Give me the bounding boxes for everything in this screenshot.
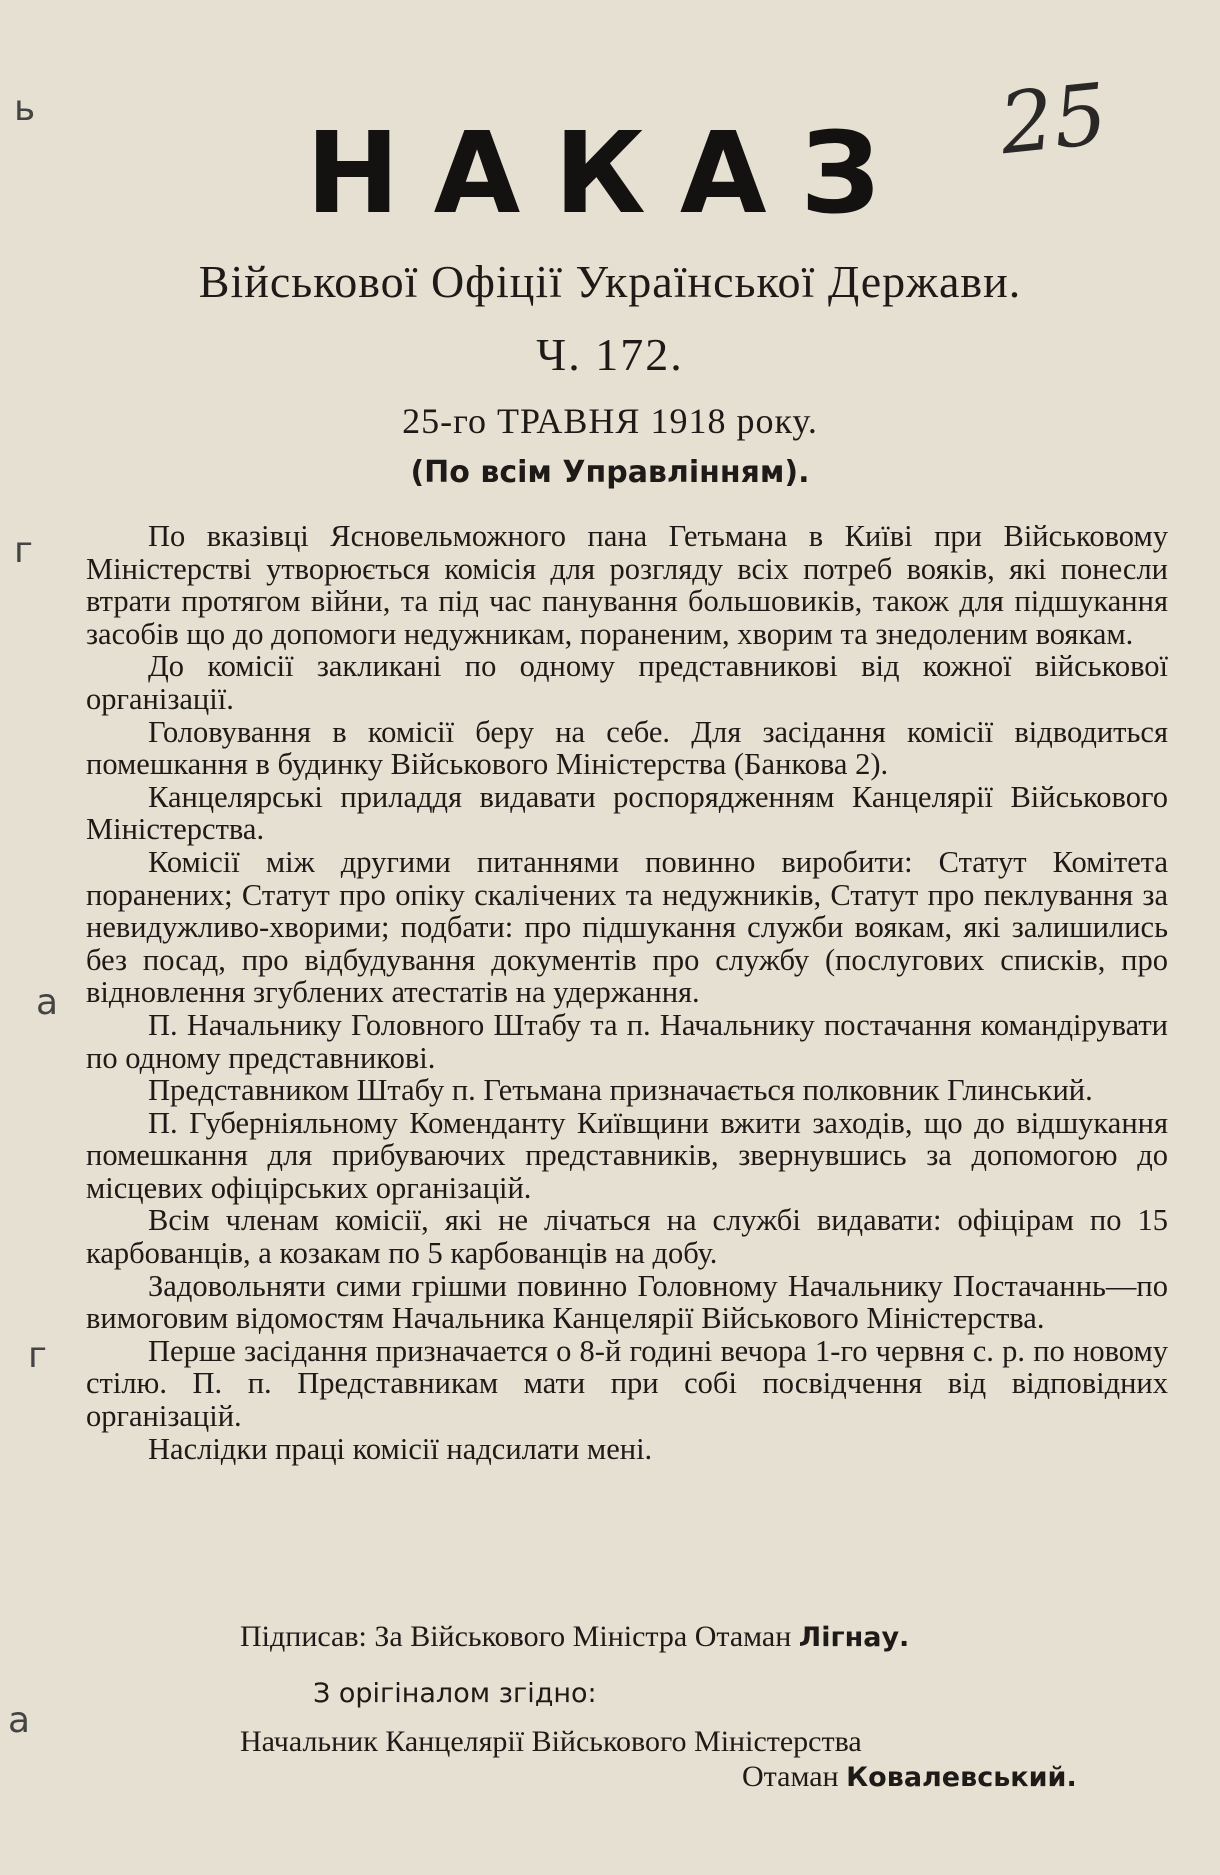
chief-name: Ковалевський. — [846, 1762, 1077, 1793]
document-title: НАКАЗ — [305, 109, 915, 239]
signature-line — [240, 1620, 909, 1654]
paragraph: П. Начальнику Головного Штабу та п. Начальнику постачання командірувати по одному представникові. — [86, 1007, 1168, 1075]
paragraph: Наслідки праці комісії надсилати мені. — [148, 1431, 653, 1466]
paragraph: Представником Штабу п. Гетьмана призначається полковник Глинський. — [148, 1073, 1093, 1108]
chief-title: Начальник Канцелярії Військового Міністерства — [240, 1725, 862, 1758]
margin-mark: а — [36, 982, 59, 1023]
margin-mark: ь — [14, 88, 36, 129]
paragraph: Перше засідання призначается о 8-й годині вечора 1-го червня с. р. по новому стілю. П. п. Представникам мати при собі посвідчення від відповідних організацій. — [86, 1333, 1168, 1434]
order-date: 25-го ТРАВНЯ 1918 року. — [402, 401, 818, 441]
paragraph: Головування в комісії беру на себе. Для засідання комісії відводиться помешкання в будинку Військового Міністерства (Банкова 2). — [86, 714, 1168, 782]
paragraph: Комісії між другими питаннями повинно виробити: Статут Комітета поранених; Статут про опіку скалічених та недужників, Статут про пеклування за невидужливо-хворими; подбати: про підшукання служби воякам, які залишились без посад, про відбудування документів про службу (послугових списків, про відновлення згублених атестатів на удержання. — [86, 844, 1168, 1010]
order-body — [86, 520, 1168, 1465]
margin-mark: а — [8, 1700, 31, 1741]
signature-label: Підписав: За Військового Міністра Отаман — [240, 1620, 792, 1653]
handwritten-page-number: 25 — [995, 64, 1112, 174]
paragraph: Всім членам комісії, які не лічаться на службі видавати: офіцірам по 15 карбованців, а козакам по 5 карбованців на добу. — [86, 1203, 1168, 1271]
document-subtitle: Військової Офіції Української Держави. — [198, 256, 1022, 307]
margin-mark: г — [14, 530, 33, 571]
paragraph: Задовольняти сими грішми повинно Головному Начальнику Постачаннь—по вимоговим відомостям Начальника Канцелярії Військового Міністерства. — [86, 1268, 1168, 1336]
chief-rank: Отаман — [742, 1760, 839, 1793]
paragraph: П. Губерніяльному Коменданту Київщини вжити заходів, що до відшукання помешкання для прибуваючих представників, звернувшись за допомогою до місцевих офіцірських організацій. — [86, 1105, 1168, 1205]
order-number: Ч. 172. — [536, 329, 684, 380]
paragraph: Канцелярські приладдя видавати роспорядженням Канцелярії Військового Міністерства. — [86, 779, 1168, 847]
certified-copy-note: З орігіналом згідно: — [313, 1678, 597, 1709]
signature-name: Лігнау. — [798, 1622, 910, 1653]
addressee: (По всім Управлінням). — [410, 455, 810, 490]
chief-signature-line — [742, 1760, 1077, 1794]
margin-mark: г — [28, 1335, 47, 1376]
paragraph: До комісії закликані по одному представникові від кожної військової організації. — [86, 649, 1168, 716]
paragraph: По вказівці Ясновельможного пана Гетьмана в Київі при Військовому Міністерстві утворюється комісія для розгляду всіх потреб вояків, які понесли втрати протягом війни, та під час панування большовиків, також для підшукання засобів що до допомоги недужникам, пораненим, хворим та знедоленим воякам. — [86, 519, 1168, 651]
